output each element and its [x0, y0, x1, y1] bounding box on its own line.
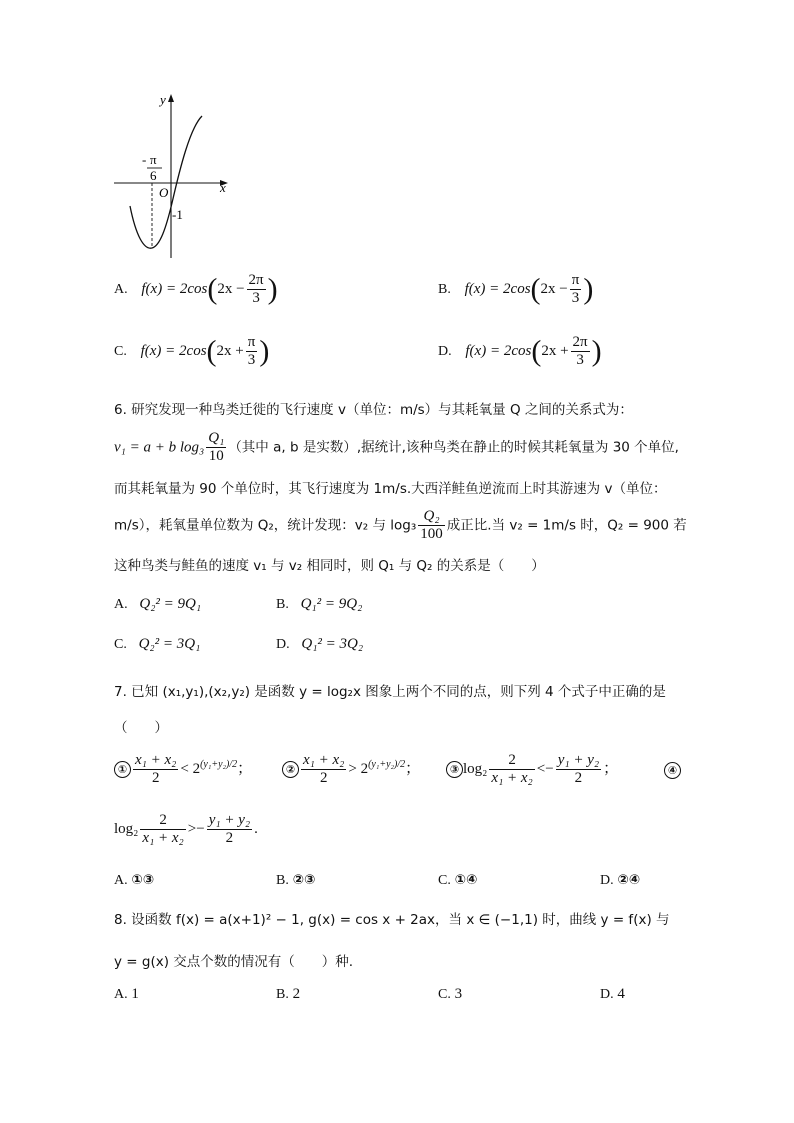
q7-statement-4: log₂ $\frac{2}{\text{x₁ + x₂}}$ >− $\frac{\text{y₁ + y₂}}{2}$ . — [114, 812, 258, 846]
q7-option-a[interactable]: A. ①③ — [114, 872, 155, 888]
q8-option-a[interactable]: A. 1 — [114, 986, 139, 1002]
q7-statement-3: ③ log₂ $\frac{2}{\text{x₁ + x₂}}$ <− $\frac{\text{y₁ + y₂}}{2}$ ； — [446, 752, 618, 787]
option-fraction: $\frac{2\pi}{3}$ — [248, 272, 264, 306]
q5-option-c[interactable]: C. f(x) = 2cos(2x + $\frac{\pi}{3}$ ) — [114, 334, 270, 368]
function-graph — [110, 88, 240, 260]
q7-line-1: 7. 已知 (x₁,y₁),(x₂,y₂) 是函数 y = log₂x 图象上两个不同的点，则下列 4 个式子中正确的是 — [114, 684, 666, 700]
q7-option-c[interactable]: C. ①④ — [438, 872, 478, 888]
option-lhs: f(x) = 2cos — [141, 280, 208, 297]
option-letter: B. — [438, 281, 451, 297]
neg-pi-sixth-minus: - — [142, 152, 147, 167]
q6-line-4: m/s），耗氧量单位数为 Q₂，统计发现：v₂ 与 log₃ $\frac{\text{Q₂}}{100}$ 成正比.当 v₂ = 1m/s 时，Q₂ = 900 若 — [114, 508, 687, 542]
q7-line-2: （ ） — [114, 720, 168, 736]
q5-option-a[interactable]: A. f(x) = 2cos(2x − $\frac{2\pi}{3}$ ) — [114, 272, 278, 306]
q6-option-b[interactable]: B. Q₁² = 9Q₂ — [276, 596, 363, 612]
option-inner: 2x + — [216, 342, 244, 359]
option-fraction: $\frac{\pi}{3}$ — [571, 272, 580, 306]
option-inner: 2x − — [540, 280, 568, 297]
q6-line-5: 这种鸟类与鲑鱼的速度 v₁ 与 v₂ 相同时，则 Q₁ 与 Q₂ 的关系是（ ） — [114, 558, 545, 574]
q5-option-d[interactable]: D. f(x) = 2cos(2x + $\frac{2\pi}{3}$ ) — [438, 334, 602, 368]
q8-option-c[interactable]: C. 3 — [438, 986, 463, 1002]
q6-option-c[interactable]: C. Q₂² = 3Q₁ — [114, 636, 201, 652]
q6-line-3: 而其耗氧量为 90 个单位时，其飞行速度为 1m/s.大西洋鲑鱼逆流而上时其游速为 v（单位： — [114, 481, 667, 497]
q7-statement-2: ② $\frac{\text{x₁ + x₂}}{2}$ > $2^{(y_1+y_2)/2}$； — [282, 752, 420, 787]
y-axis-label: y — [160, 92, 166, 107]
cosine-curve — [130, 116, 202, 248]
option-letter: A. — [114, 281, 128, 297]
neg-pi-sixth-six: 6 — [150, 168, 157, 183]
option-lhs: f(x) = 2cos — [464, 280, 531, 297]
option-fraction: $\frac{\pi}{3}$ — [247, 334, 256, 368]
option-lhs: f(x) = 2cos — [465, 342, 532, 359]
q8-option-d[interactable]: D. 4 — [600, 986, 625, 1002]
q7-statement-4-mark: ④ — [664, 762, 681, 779]
q5-option-b[interactable]: B. f(x) = 2cos(2x − $\frac{\pi}{3}$ ) — [438, 272, 594, 306]
option-letter: D. — [438, 343, 452, 359]
option-inner: 2x − — [217, 280, 245, 297]
q8-option-b[interactable]: B. 2 — [276, 986, 301, 1002]
y-axis-arrow — [168, 94, 174, 102]
q7-statement-1: ① $\frac{\text{x₁ + x₂}}{2}$ < $2^{(y_1+y_2)/2}$； — [114, 752, 252, 787]
q8-line-2: y = g(x) 交点个数的情况有（ ）种. — [114, 954, 354, 970]
q7-option-b[interactable]: B. ②③ — [276, 872, 316, 888]
origin-label: O — [159, 185, 169, 200]
q6-option-a[interactable]: A. Q₂² = 9Q₁ — [114, 596, 202, 612]
q6-line-1: 6. 研究发现一种鸟类迁徙的飞行速度 v（单位：m/s）与其耗氧量 Q 之间的关系式为： — [114, 402, 633, 418]
option-inner: 2x + — [541, 342, 569, 359]
option-lhs: f(x) = 2cos — [140, 342, 207, 359]
neg-pi-sixth-pi: π — [150, 152, 157, 167]
option-fraction: $\frac{2\pi}{3}$ — [572, 334, 588, 368]
q8-line-1: 8. 设函数 f(x) = a(x+1)² − 1, g(x) = cos x + 2ax，当 x ∈ (−1,1) 时，曲线 y = f(x) 与 — [114, 912, 670, 928]
q7-option-d[interactable]: D. ②④ — [600, 872, 641, 888]
q6-line-2: v₁ = a + b log₃ $\frac{\text{Q₁}}{10}$ （其中 a, b 是实数）,据统计,该种鸟类在静止的时候其耗氧量为 30 个单位, — [114, 430, 679, 464]
x-axis-label: x — [220, 180, 226, 195]
q6-option-d[interactable]: D. Q₁² = 3Q₂ — [276, 636, 364, 652]
option-letter: C. — [114, 343, 127, 359]
neg-one-label: -1 — [172, 207, 183, 222]
